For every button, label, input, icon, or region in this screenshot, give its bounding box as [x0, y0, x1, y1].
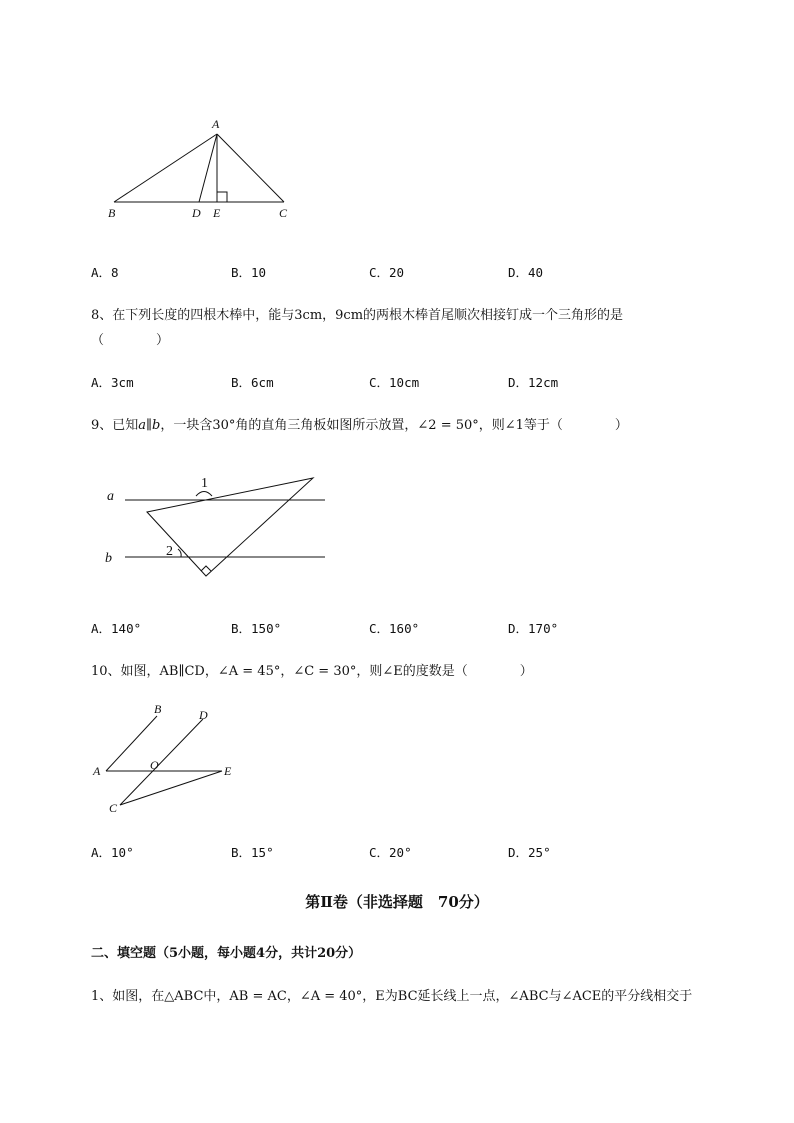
label-B: B — [154, 702, 162, 716]
label-A: A — [93, 764, 101, 778]
q8-option-b[interactable]: B．6cm — [231, 375, 274, 390]
section-title: 第Ⅱ卷（非选择题 70分） — [305, 893, 489, 911]
q9-option-b[interactable]: B．150° — [231, 621, 282, 636]
q9-option-d[interactable]: D．170° — [508, 621, 559, 636]
q7-option-d[interactable]: D．40 — [508, 265, 544, 280]
label-E: E — [213, 206, 221, 220]
q10-option-c[interactable]: C．20° — [369, 845, 412, 860]
section2-heading: 二、填空题（5小题，每小题4分，共计20分） — [91, 946, 362, 961]
q9-option-a[interactable]: A．140° — [91, 621, 142, 636]
q10-option-a[interactable]: A．10° — [91, 845, 134, 860]
q7-option-b[interactable]: B．10 — [231, 265, 267, 280]
parallel-lines-figure-q9 — [100, 468, 335, 583]
parallel-lines-figure-q10 — [90, 700, 250, 820]
q9-option-c[interactable]: C．160° — [369, 621, 420, 636]
label-a: a — [107, 489, 114, 504]
q10-stem: 10、如图，AB∥CD，∠A = 45°，∠C = 30°，则∠E的度数是（ ） — [91, 664, 533, 679]
triangle-figure-q7 — [100, 112, 300, 227]
label-E: E — [224, 764, 232, 778]
label-D: D — [199, 708, 208, 722]
q8-option-a[interactable]: A．3cm — [91, 375, 134, 390]
q8-stem: 8、在下列长度的四根木棒中，能与3cm，9cm的两根木棒首尾顺次相接钉成一个三角形的是 — [91, 308, 624, 323]
label-O: O — [150, 758, 159, 772]
q7-option-c[interactable]: C．20 — [369, 265, 405, 280]
q8-option-c[interactable]: C．10cm — [369, 375, 420, 390]
label-C: C — [109, 801, 118, 815]
q8-answer-blank: （ ） — [91, 333, 170, 348]
q10-option-d[interactable]: D．25° — [508, 845, 551, 860]
q8-option-d[interactable]: D．12cm — [508, 375, 559, 390]
label-D: D — [192, 206, 201, 220]
q7-option-a[interactable]: A．8 — [91, 265, 119, 280]
fill-question-1: 1、如图，在△ABC中，AB = AC，∠A = 40°，E为BC延长线上一点，∠ABC与∠ACE的平分线相交于 — [91, 989, 693, 1004]
label-b: b — [105, 551, 112, 566]
angle-2-label: 2 — [166, 544, 173, 559]
angle-1-label: 1 — [201, 476, 208, 491]
q9-stem-prefix: 9、已知 — [91, 418, 139, 433]
q9-stem-rest: ，一块含30°角的直角三角板如图所示放置，∠2 = 50°，则∠1等于（ ） — [160, 418, 628, 433]
label-A: A — [212, 117, 220, 131]
q10-option-b[interactable]: B．15° — [231, 845, 274, 860]
q9-stem — [91, 414, 628, 433]
q9-parallel-math: a∥b — [138, 418, 161, 433]
label-C: C — [279, 206, 288, 220]
label-B: B — [108, 206, 116, 220]
